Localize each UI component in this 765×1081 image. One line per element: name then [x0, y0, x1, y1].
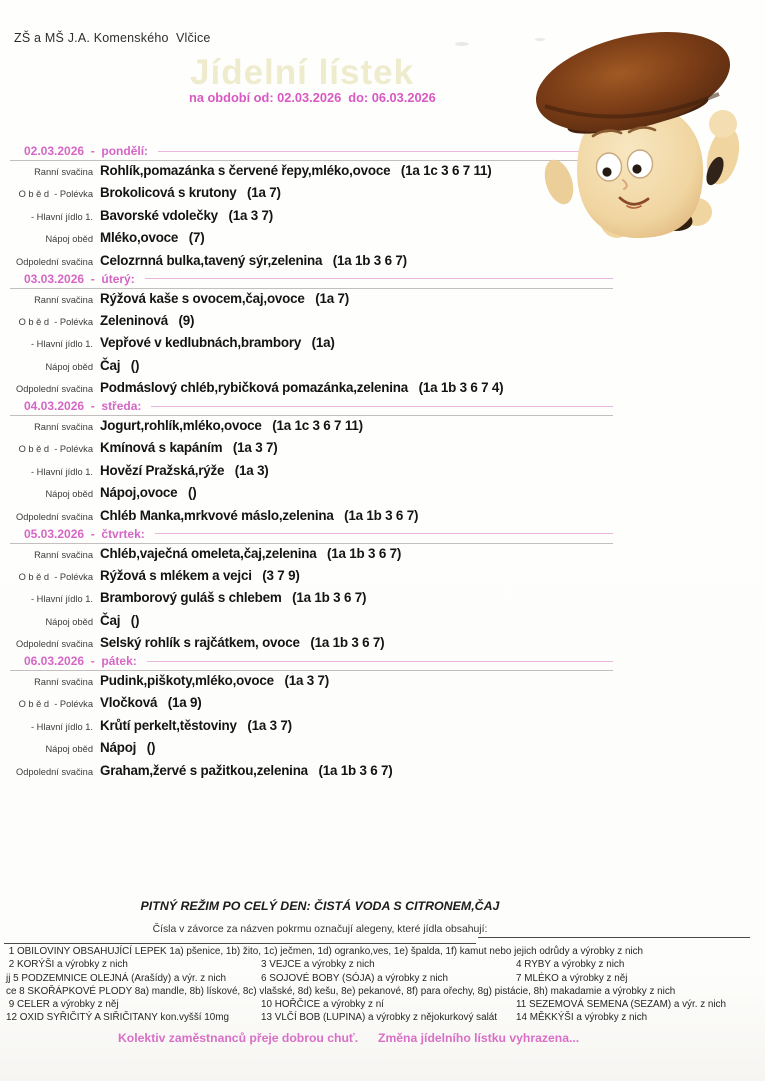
- horizontal-rule: [478, 937, 750, 938]
- meal-label: Nápoj oběd: [45, 489, 93, 500]
- meal-row: [0, 335, 765, 357]
- meal-text: Krůtí perkelt,těstoviny (1a 3 7): [100, 717, 292, 733]
- gray-divider: [10, 288, 613, 289]
- day-date: 03.03.2026 - úterý:: [24, 271, 135, 286]
- meal-label: Odpolední svačina: [15, 384, 93, 395]
- day-block-tuesday: [0, 271, 765, 399]
- meal-text: Bavorské vdolečky (1a 3 7): [100, 207, 274, 223]
- meal-row: [0, 313, 765, 335]
- day-block-friday: [0, 653, 765, 781]
- meal-text: Graham,žervé s pažitkou,zelenina (1a 1b 3 6 7): [100, 762, 393, 778]
- allergen-note: Čísla v závorce za názven pokrmu označují alegeny, které jídla obsahují:: [152, 924, 488, 935]
- day-date: 05.03.2026 - čtvrtek:: [24, 526, 145, 541]
- gray-divider: [10, 670, 613, 671]
- meal-row: [0, 546, 765, 568]
- drink-regime-note: PITNÝ REŽIM PO CELÝ DEN: ČISTÁ VODA S CITRONEM,ČAJ: [140, 899, 500, 913]
- allergen-cell: 11 SEZEMOVÁ SEMENA (SEZAM) a výr. z nich: [516, 999, 726, 1011]
- day-header: [0, 271, 765, 287]
- meal-text: Podmáslový chléb,rybičková pomazánka,zelenina (1a 1b 3 6 7 4): [100, 380, 504, 396]
- pink-divider: [151, 406, 613, 407]
- meal-label: Nápoj oběd: [45, 616, 93, 627]
- meal-row: [0, 463, 765, 485]
- day-block-thursday: [0, 526, 765, 654]
- allergen-row: [6, 986, 762, 999]
- meal-row: [0, 440, 765, 462]
- meal-label: O b ě d - Polévka: [18, 699, 93, 710]
- meal-row: [0, 291, 765, 313]
- allergen-row: [6, 973, 762, 986]
- day-header: [0, 526, 765, 542]
- allergen-row: [6, 959, 762, 972]
- meal-text: Bramborový guláš s chlebem (1a 1b 3 6 7): [100, 590, 367, 606]
- meal-label: O b ě d - Polévka: [18, 316, 93, 327]
- meal-label: Nápoj oběd: [45, 234, 93, 245]
- meal-label: Odpolední svačina: [15, 766, 93, 777]
- allergen-cell: 7 MLÉKO a výrobky z něj: [516, 972, 628, 984]
- meal-text: Vepřové v kedlubnách,brambory (1a): [100, 335, 335, 351]
- gray-divider: [10, 415, 613, 416]
- meal-label: - Hlavní jídlo 1.: [30, 721, 93, 732]
- allergen-cell: jj 5 PODZEMNICE OLEJNÁ (Arašídy) a výr. z nich: [6, 972, 227, 984]
- day-block-wednesday: [0, 398, 765, 526]
- page-title: Jídelní lístek: [190, 53, 415, 92]
- day-date: 02.03.2026 - pondělí:: [24, 144, 149, 158]
- meal-row: [0, 763, 765, 785]
- pink-divider: [155, 533, 613, 534]
- meal-label: Ranní svačina: [34, 167, 93, 177]
- allergen-cell: 1 OBILOVINY OBSAHUJÍCÍ LEPEK 1a) pšenice, 1b) žito, 1c) ječmen, 1d) ogranko,ves, 1e) špalda, 1f) kamut nebo jejich odrůdy a výrobky z nich: [6, 946, 644, 957]
- mushroom-mascot-icon: [527, 20, 765, 242]
- meal-text: Rýžová s mlékem a vejci (3 7 9): [100, 567, 300, 583]
- meal-label: Ranní svačina: [34, 294, 93, 305]
- menu-change-notice: Změna jídelního lístku vyhrazena...: [378, 1031, 580, 1045]
- day-header: [0, 398, 765, 414]
- meal-label: - Hlavní jídlo 1.: [30, 466, 93, 477]
- meal-text: Brokolicová s krutony (1a 7): [100, 185, 281, 201]
- meal-text: Nápoj (): [100, 740, 156, 756]
- pink-divider: [145, 278, 613, 279]
- meal-row: [0, 718, 765, 740]
- allergen-cell: 12 OXID SYŘIČITÝ A SIŘIČITANY kon.vyšší 10mg: [6, 1012, 229, 1024]
- meal-row: [0, 358, 765, 380]
- meal-label: O b ě d - Polévka: [18, 189, 93, 200]
- allergen-cell: ce 8 SKOŘÁPKOVÉ PLODY 8a) mandle, 8b) lískové, 8c) vlašské, 8d) kešu, 8e) pekanové, 8f) para ořechy, 8g) pistácie, 8h) makadamie a výrobky z nich: [6, 985, 676, 997]
- meal-label: - Hlavní jídlo 1.: [30, 339, 93, 350]
- meal-row: [0, 673, 765, 695]
- allergen-cell: 3 VEJCE a výrobky z nich: [261, 959, 375, 971]
- allergen-cell: 13 VLČÍ BOB (LUPINA) a výrobky z nějokurkový salát: [261, 1012, 497, 1024]
- allergen-cell: 2 KORÝŠI a výrobky z nich: [6, 959, 128, 971]
- meal-text: Chléb Manka,mrkvové máslo,zelenina (1a 1b 3 6 7): [100, 507, 419, 523]
- meal-label: Ranní svačina: [34, 549, 93, 560]
- meal-text: Rýžová kaše s ovocem,čaj,ovoce (1a 7): [100, 290, 349, 306]
- day-date: 04.03.2026 - středa:: [24, 399, 142, 413]
- meal-label: Odpolední svačina: [15, 511, 93, 522]
- meal-text: Chléb,vaječná omeleta,čaj,zelenina (1a 1b 3 6 7): [100, 545, 402, 561]
- meal-text: Nápoj,ovoce (): [100, 485, 197, 501]
- meal-text: Čaj (): [100, 357, 140, 373]
- meal-row: [0, 590, 765, 612]
- meal-text: Celozrnná bulka,tavený sýr,zelenina (1a 1b 3 6 7): [100, 252, 407, 268]
- allergen-cell: 6 SOJOVÉ BOBY (SÓJA) a výrobky z nich: [261, 972, 448, 984]
- meal-label: Nápoj oběd: [45, 361, 93, 372]
- meal-label: Nápoj oběd: [45, 744, 93, 755]
- meal-text: Rohlík,pomazánka s červené řepy,mléko,ovoce (1a 1c 3 6 7 11): [100, 163, 492, 178]
- meal-text: Mléko,ovoce (7): [100, 230, 205, 246]
- meal-text: Čaj (): [100, 612, 140, 628]
- meal-row: [0, 568, 765, 590]
- scan-artifact: [455, 42, 469, 46]
- meal-text: Jogurt,rohlík,mléko,ovoce (1a 1c 3 6 7 11): [100, 418, 363, 433]
- meal-label: - Hlavní jídlo 1.: [30, 594, 93, 605]
- meal-row: [0, 418, 765, 440]
- menu-period: na období od: 02.03.2026 do: 06.03.2026: [189, 90, 436, 105]
- meal-row: [0, 613, 765, 635]
- meal-text: Vločková (1a 9): [100, 695, 202, 711]
- allergen-row: [6, 999, 762, 1012]
- meal-label: O b ě d - Polévka: [18, 444, 93, 455]
- pink-divider: [147, 661, 613, 662]
- meal-label: Ranní svačina: [34, 677, 93, 687]
- gray-divider: [10, 160, 613, 161]
- meal-text: Kmínová s kapáním (1a 3 7): [100, 440, 278, 456]
- meal-text: Hovězí Pražská,rýže (1a 3): [100, 462, 269, 478]
- day-date: 06.03.2026 - pátek:: [24, 654, 137, 668]
- school-name: ZŠ a MŠ J.A. Komenského Vlčice: [14, 31, 211, 45]
- day-header: [0, 653, 765, 669]
- allergen-row: [6, 1012, 762, 1025]
- gray-divider: [10, 543, 613, 544]
- allergen-cell: 10 HOŘČICE a výrobky z ní: [261, 999, 384, 1011]
- closing-message: Kolektiv zaměstnanců přeje dobrou chuť.: [118, 1031, 359, 1045]
- meal-text: Zeleninová (9): [100, 312, 195, 328]
- allergen-cell: 9 CELER a výrobky z něj: [6, 999, 119, 1011]
- meal-row: [0, 695, 765, 717]
- meal-text: Selský rohlík s rajčátkem, ovoce (1a 1b 3 6 7): [100, 635, 385, 651]
- meal-label: - Hlavní jídlo 1.: [30, 211, 93, 222]
- allergen-cell: 4 RYBY a výrobky z nich: [516, 959, 625, 971]
- meal-row: [0, 740, 765, 762]
- meal-label: Ranní svačina: [34, 422, 93, 432]
- allergen-row: [6, 946, 762, 959]
- meal-text: Pudink,piškoty,mléko,ovoce (1a 3 7): [100, 673, 329, 688]
- meal-label: Odpolední svačina: [15, 639, 93, 650]
- meal-label: O b ě d - Polévka: [18, 571, 93, 582]
- meal-label: Odpolední svačina: [15, 256, 93, 267]
- allergen-cell: 14 MĚKKÝŠI a výrobky z nich: [516, 1012, 648, 1024]
- allergen-table: [6, 946, 762, 1026]
- meal-row: [0, 485, 765, 507]
- horizontal-rule: [4, 943, 476, 944]
